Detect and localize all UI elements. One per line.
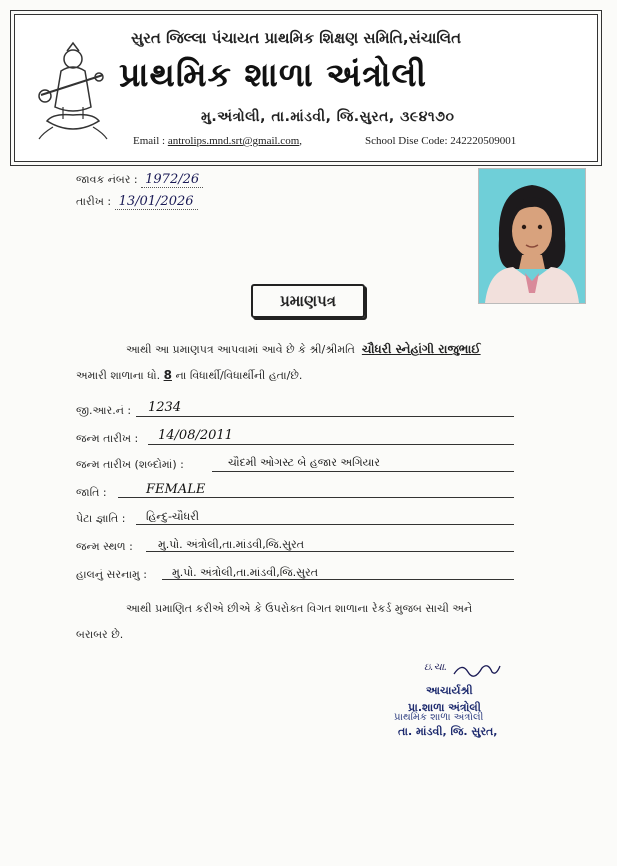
email-suffix: ,	[299, 135, 302, 147]
stamp-line-4: તા. માંડવી, જિ. સુરત,	[398, 725, 498, 738]
gender-label: જાતિ :	[76, 486, 107, 499]
issue-date: 13/01/2026	[115, 194, 198, 210]
school-address: મુ.અંત્રોલી, તા.માંડવી, જિ.સુરત, ૩૯૪૧૭૦	[201, 109, 455, 125]
birth-date-rule	[148, 444, 514, 445]
dise-code-line	[365, 135, 516, 147]
saraswati-logo-icon	[33, 41, 113, 145]
birth-place-rule	[146, 551, 514, 552]
standard-number: 8	[163, 368, 172, 382]
outward-number-row	[76, 172, 203, 187]
birth-date-words-label: જન્મ તારીખ (શબ્દોમાં) :	[76, 458, 184, 471]
sub-caste-value: હિન્દુ-ચૌધરી	[146, 510, 199, 523]
outward-label: જાવક નંબર :	[76, 173, 138, 186]
gr-number-rule	[136, 416, 514, 417]
sub-caste-rule	[136, 524, 514, 525]
letterhead	[14, 14, 598, 162]
organization-line: સુરત જિલ્લા પંચાયત પ્રાથમિક શિક્ષણ સમિતિ,સંચાલિત	[131, 29, 462, 47]
birth-date-words-value: ચૌદમી ઓગસ્ટ બે હજાર અગિયાર	[228, 456, 380, 469]
stamp-line-1: આચાર્યશ્રી	[426, 684, 473, 697]
outward-number: 1972/26	[141, 172, 203, 188]
current-address-value: મુ.પો. અંત્રોલી,તા.માંડવી,જિ.સુરત	[172, 566, 318, 579]
student-photo	[478, 168, 586, 304]
intro-line	[126, 342, 481, 357]
date-row	[76, 194, 198, 209]
birth-place-value: મુ.પો. અંત્રોલી,તા.માંડવી,જિ.સુરત	[158, 538, 304, 551]
sub-caste-label: પેટા જ્ઞાતિ :	[76, 512, 126, 525]
current-address-rule	[162, 579, 514, 580]
birth-place-label: જન્મ સ્થળ :	[76, 540, 133, 553]
dise-label: School Dise Code:	[365, 135, 448, 147]
dise-code: 24222050900​1	[450, 135, 517, 147]
signature-prefix: ઇ.ચા.	[424, 662, 448, 673]
standard-line	[76, 368, 302, 383]
date-label: તારીખ :	[76, 195, 112, 208]
handwritten-signature-icon	[452, 660, 502, 680]
email-link[interactable]: antrolips.mnd.srt@gmail.com	[167, 135, 300, 147]
email-line	[133, 135, 302, 147]
school-name: પ્રાથમિક શાળા અંત્રોલી	[119, 55, 427, 94]
intro-text: આથી આ પ્રમાણપત્ર આપવામાં આવે છે કે શ્રી/શ્રીમતિ	[126, 343, 355, 356]
closing-line-1: આથી પ્રમાણિત કરીએ છીએ કે ઉપરોક્ત વિગત શાળાના રેકર્ડ મુજબ સાચી અને	[126, 602, 473, 615]
student-name: ચૌધરી સ્નેહાંગી રાજુભાઈ	[361, 342, 481, 356]
closing-line-2: બરાબર છે.	[76, 628, 124, 641]
stamp-line-3: પ્રાથમિક શાળા અંત્રોલી	[394, 712, 484, 723]
standard-prefix: અમારી શાળાના ધો.	[76, 369, 161, 382]
birth-date-words-rule	[212, 471, 514, 472]
gender-rule	[118, 497, 514, 498]
gr-number-value: 1234	[148, 400, 182, 415]
birth-date-label: જન્મ તારીખ :	[76, 432, 139, 445]
gr-number-label: જી.આર.નં :	[76, 404, 132, 417]
certificate-title: પ્રમાણપત્ર	[251, 284, 365, 318]
birth-date-value: 14/08/2011	[158, 428, 233, 443]
standard-suffix: ના વિધાર્થી/વિધાર્થીની હતા/છે.	[175, 369, 303, 382]
student-portrait-icon	[479, 169, 585, 303]
current-address-label: હાલનું સરનામુ :	[76, 568, 147, 581]
email-label: Email :	[133, 135, 166, 147]
stamp-line-2: પ્રા.શાળા અંત્રોલી	[408, 701, 481, 714]
gender-value: FEMALE	[146, 482, 206, 497]
